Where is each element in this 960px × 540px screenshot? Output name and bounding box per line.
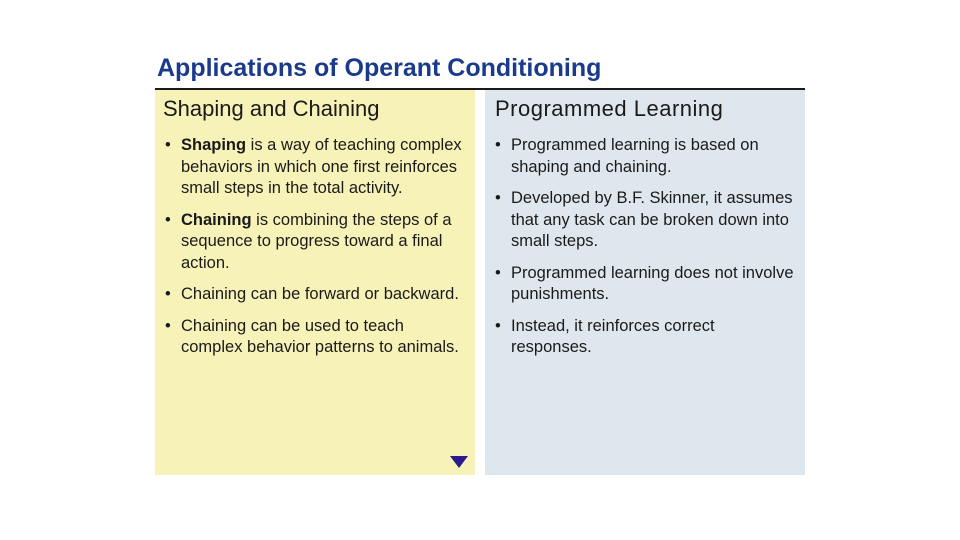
list-item bbox=[163, 135, 468, 200]
term-chaining: Chaining bbox=[181, 210, 252, 229]
bullet-text: Chaining can be used to teach complex behavior patterns to animals. bbox=[181, 316, 459, 356]
list-item bbox=[493, 263, 798, 306]
bullet-marker: • bbox=[165, 210, 171, 229]
bullet-text: is combining the steps of a sequence to progress toward a final action. bbox=[181, 210, 452, 272]
bullet-text: Instead, it reinforces correct responses. bbox=[511, 316, 715, 356]
shaping-chaining-bullet-list bbox=[163, 135, 468, 369]
list-item bbox=[493, 135, 798, 178]
bullet-marker: • bbox=[495, 189, 501, 207]
panel-heading-programmed-learning: Programmed Learning bbox=[495, 96, 724, 121]
bullet-marker: • bbox=[495, 316, 501, 335]
bullet-text: Chaining can be forward or backward. bbox=[181, 285, 459, 303]
bullet-marker: • bbox=[165, 285, 171, 303]
bullet-marker: • bbox=[165, 136, 171, 154]
term-shaping: Shaping bbox=[181, 136, 247, 154]
bullet-text: Programmed learning is based on shaping and chaining. bbox=[511, 136, 759, 176]
panel-heading-shaping-chaining: Shaping and Chaining bbox=[163, 96, 380, 121]
list-item bbox=[163, 284, 468, 306]
list-item bbox=[493, 188, 798, 253]
programmed-learning-bullet-list bbox=[493, 135, 798, 369]
bullet-marker: • bbox=[495, 136, 501, 154]
slide-title: Applications of Operant Conditioning bbox=[157, 54, 602, 82]
bullet-text: is a way of teaching complex behaviors in which one first reinforces small steps in the total activity. bbox=[181, 136, 462, 197]
list-item bbox=[163, 210, 468, 275]
bullet-marker: • bbox=[165, 316, 171, 335]
bullet-text: Programmed learning does not involve punishments. bbox=[511, 263, 794, 303]
list-item bbox=[493, 316, 798, 359]
programmed-learning-panel bbox=[485, 90, 805, 475]
bullet-marker: • bbox=[495, 263, 501, 282]
triangle-down-icon[interactable] bbox=[450, 456, 468, 468]
shaping-chaining-panel bbox=[155, 90, 475, 475]
list-item bbox=[163, 316, 468, 359]
bullet-text: Developed by B.F. Skinner, it assumes that any task can be broken down into small steps. bbox=[511, 189, 793, 250]
